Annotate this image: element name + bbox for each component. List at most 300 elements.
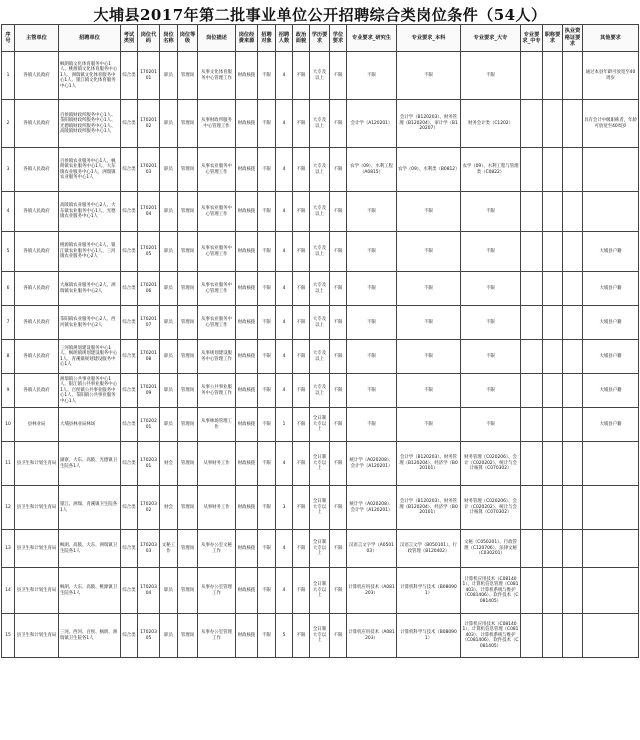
table-cell: 大埔县户籍 bbox=[583, 408, 639, 442]
table-cell: 综合类 bbox=[121, 568, 138, 614]
table-cell: 不限 bbox=[258, 530, 276, 568]
table-cell bbox=[583, 486, 639, 530]
table-cell: 不限 bbox=[347, 192, 397, 232]
table-cell bbox=[583, 568, 639, 614]
table-cell: 6 bbox=[2, 272, 15, 306]
table-cell bbox=[563, 306, 583, 340]
table-cell bbox=[563, 374, 583, 408]
table-cell: 不限 bbox=[258, 306, 276, 340]
table-cell: 大埔县户籍 bbox=[583, 232, 639, 272]
table-cell: 财政核拨 bbox=[236, 530, 258, 568]
table-cell: 不限 bbox=[347, 232, 397, 272]
table-cell: 全日制大专以上 bbox=[310, 568, 330, 614]
table-cell: 全日制大专以上 bbox=[310, 530, 330, 568]
table-cell: 计算机应用技术（C081401）、计算机信息管理（C081403）、计算机系统与维护（C081406）、软件技术（C081405） bbox=[461, 614, 521, 658]
table-cell bbox=[563, 192, 583, 232]
table-cell bbox=[563, 614, 583, 658]
table-cell: 不限 bbox=[461, 52, 521, 100]
header-cell: 招聘单位 bbox=[59, 25, 121, 52]
table-cell: 不限 bbox=[397, 52, 461, 100]
table-cell: 从事农业服务中心管理工作 bbox=[198, 272, 236, 306]
table-cell: 不限 bbox=[347, 340, 397, 374]
table-cell: 7 bbox=[2, 306, 15, 340]
table-cell: 管理岗 bbox=[178, 614, 198, 658]
table-cell: 4 bbox=[276, 232, 293, 272]
table-cell: 财政核拨 bbox=[236, 568, 258, 614]
table-cell: 职员 bbox=[160, 340, 178, 374]
table-cell bbox=[583, 192, 639, 232]
table-cell: 文秘工作 bbox=[160, 530, 178, 568]
table-cell: 全日制大专以上 bbox=[310, 614, 330, 658]
table-cell: 大专及以上 bbox=[310, 52, 330, 100]
table-cell: 银江、洲瑞、青溪镇卫生院各1人 bbox=[59, 486, 121, 530]
table-cell: 不限 bbox=[461, 306, 521, 340]
table-cell: 管理岗 bbox=[178, 100, 198, 148]
table-cell: 8 bbox=[2, 340, 15, 374]
table-cell: 不限 bbox=[397, 374, 461, 408]
table-cell: 县卫生和计划生育局 bbox=[15, 442, 59, 486]
table-cell: 5 bbox=[2, 232, 15, 272]
table-row bbox=[2, 340, 639, 374]
table-cell: 4 bbox=[2, 192, 15, 232]
table-cell: 不限 bbox=[258, 408, 276, 442]
table-cell: 不限 bbox=[347, 272, 397, 306]
header-cell: 招聘对象 bbox=[258, 25, 276, 52]
table-cell bbox=[563, 232, 583, 272]
table-cell: 财务会计类（C1202） bbox=[461, 100, 521, 148]
table-cell bbox=[563, 100, 583, 148]
table-cell: 综合类 bbox=[121, 614, 138, 658]
table-cell: 4 bbox=[276, 306, 293, 340]
table-cell: 不限 bbox=[293, 408, 310, 442]
table-cell: 17020103 bbox=[138, 148, 160, 192]
table-cell: 不限 bbox=[330, 148, 347, 192]
table-cell: 不限 bbox=[258, 614, 276, 658]
table-cell: 综合类 bbox=[121, 100, 138, 148]
table-cell: 各镇人民政府 bbox=[15, 52, 59, 100]
table-cell: 大埔县林业局林场 bbox=[59, 408, 121, 442]
table-cell: 不限 bbox=[347, 374, 397, 408]
table-cell: 财政核拨 bbox=[236, 272, 258, 306]
table-cell: 大专及以上 bbox=[310, 340, 330, 374]
header-cell: 专业要求_中专 bbox=[521, 25, 543, 52]
table-cell: 17020106 bbox=[138, 272, 160, 306]
table-cell: 4 bbox=[276, 530, 293, 568]
table-cell: 管理岗 bbox=[178, 232, 198, 272]
table-cell: 三河镇规划建设服务中心1人、枫朗镇规划建设服务中心1人、青溪镇规划建设服务中心1人 bbox=[59, 340, 121, 374]
table-cell bbox=[521, 408, 543, 442]
header-cell: 岗位名称 bbox=[160, 25, 178, 52]
table-cell: 3 bbox=[276, 486, 293, 530]
table-cell: 从事林场管理工作 bbox=[198, 408, 236, 442]
table-cell bbox=[563, 148, 583, 192]
table-cell: 4 bbox=[276, 340, 293, 374]
table-cell: 不限 bbox=[347, 408, 397, 442]
table-cell bbox=[521, 52, 543, 100]
table-cell: 从事农业服务中心管理工作 bbox=[198, 192, 236, 232]
table-cell: 不限 bbox=[330, 614, 347, 658]
table-cell: 县卫生和计划生育局 bbox=[15, 486, 59, 530]
table-cell: 10 bbox=[2, 408, 15, 442]
table-cell: 县卫生和计划生育局 bbox=[15, 614, 59, 658]
table-row bbox=[2, 442, 639, 486]
table-row bbox=[2, 148, 639, 192]
table-cell: 不限 bbox=[397, 272, 461, 306]
table-cell: 不限 bbox=[293, 442, 310, 486]
table-cell: 全日制大专以上 bbox=[310, 408, 330, 442]
table-cell bbox=[521, 306, 543, 340]
table-cell: 职员 bbox=[160, 52, 178, 100]
table-cell bbox=[543, 52, 563, 100]
table-cell bbox=[543, 530, 563, 568]
table-cell: 不限 bbox=[461, 408, 521, 442]
table-row bbox=[2, 374, 639, 408]
header-cell: 政治面貌 bbox=[293, 25, 310, 52]
table-cell bbox=[543, 148, 563, 192]
table-cell: 17020108 bbox=[138, 340, 160, 374]
table-cell bbox=[563, 408, 583, 442]
table-cell: 财政核拨 bbox=[236, 408, 258, 442]
table-cell: 不限 bbox=[258, 192, 276, 232]
table-cell bbox=[543, 614, 563, 658]
table-cell: 11 bbox=[2, 442, 15, 486]
table-cell: 会计学（B120203）、财务管理（B120204）、经济学（B020101） bbox=[397, 486, 461, 530]
table-cell: 从事办公室管理工作 bbox=[198, 568, 236, 614]
table-cell: 职员 bbox=[160, 232, 178, 272]
table-cell: 2 bbox=[2, 100, 15, 148]
table-cell bbox=[543, 374, 563, 408]
table-cell: 17020109 bbox=[138, 374, 160, 408]
table-cell: 不限 bbox=[293, 232, 310, 272]
table-cell: 1 bbox=[276, 408, 293, 442]
table-cell: 百侯镇农业服务中心1人、枫朗镇农业服务中心1人、大东镇农业服务中心1人、洲瑞镇农业服务中心1人 bbox=[59, 148, 121, 192]
table-cell: 高陂镇农业服务中心2人、大东镇农业服务中心1人、光德镇农业服务中心1人 bbox=[59, 192, 121, 232]
table-cell bbox=[521, 486, 543, 530]
header-cell: 序号 bbox=[2, 25, 15, 52]
table-cell: 4 bbox=[276, 148, 293, 192]
table-cell: 12 bbox=[2, 486, 15, 530]
table-cell: 不限 bbox=[330, 568, 347, 614]
header-row bbox=[2, 25, 639, 52]
table-cell bbox=[543, 192, 563, 232]
table-cell: 17020303 bbox=[138, 530, 160, 568]
table-cell: 文秘（C050201）、行政管理（C120706）、法律文秘（C030201） bbox=[461, 530, 521, 568]
table-row bbox=[2, 232, 639, 272]
table-cell: 汉语言文学（B050101）、行政管理（B120402） bbox=[397, 530, 461, 568]
table-cell: 农学（09）、水利类（B0812） bbox=[397, 148, 461, 192]
table-cell bbox=[521, 530, 543, 568]
table-row bbox=[2, 52, 639, 100]
table-cell: 不限 bbox=[330, 374, 347, 408]
table-cell: 大专及以上 bbox=[310, 306, 330, 340]
table-cell: 湖寮、大东、高陂、光德镇卫生院各1人 bbox=[59, 442, 121, 486]
table-cell: 3 bbox=[2, 148, 15, 192]
table-cell: 农学（09）、水利工程与管理类（C0822） bbox=[461, 148, 521, 192]
table-cell: 综合类 bbox=[121, 340, 138, 374]
document-title: 大埔县2017年第二批事业单位公开招聘综合类岗位条件（54人） bbox=[93, 6, 547, 24]
table-cell: 17020305 bbox=[138, 614, 160, 658]
table-cell bbox=[563, 52, 583, 100]
table-cell: 不限 bbox=[397, 408, 461, 442]
table-cell: 会计学（A120201） bbox=[347, 100, 397, 148]
table-cell: 三河、西河、百侯、枫朗、洲瑞镇卫生院各1人 bbox=[59, 614, 121, 658]
table-cell: 4 bbox=[276, 100, 293, 148]
table-cell: 大埔县户籍 bbox=[583, 272, 639, 306]
table-cell: 具有会计中级职称者，年龄可放宽至40周岁 bbox=[583, 100, 639, 148]
table-cell: 不限 bbox=[293, 374, 310, 408]
table-cell bbox=[543, 442, 563, 486]
table-cell: 综合类 bbox=[121, 530, 138, 568]
table-row bbox=[2, 530, 639, 568]
table-cell bbox=[521, 100, 543, 148]
header-cell: 岗位经费来源 bbox=[236, 25, 258, 52]
table-cell: 从事办公室管理工作 bbox=[198, 614, 236, 658]
table-cell: 通过本县年龄可放宽至40周岁 bbox=[583, 52, 639, 100]
table-row bbox=[2, 408, 639, 442]
table-cell: 财务管理（C020206）、会计（C020202）、统计与会计核算（C070302） bbox=[461, 442, 521, 486]
table-cell: 管理岗 bbox=[178, 568, 198, 614]
table-cell bbox=[543, 408, 563, 442]
table-cell: 财政核拨 bbox=[236, 340, 258, 374]
table-cell: 茶阳镇农业服务中心2人、西河镇农业服务中心2人 bbox=[59, 306, 121, 340]
table-cell: 4 bbox=[276, 442, 293, 486]
table-cell: 枫朗、大东、高陂、桃源镇卫生院各1人 bbox=[59, 568, 121, 614]
table-cell: 不限 bbox=[258, 568, 276, 614]
table-cell: 不限 bbox=[293, 52, 310, 100]
table-cell: 15 bbox=[2, 614, 15, 658]
table-cell: 不限 bbox=[397, 340, 461, 374]
table-cell: 全日制大专以上 bbox=[310, 442, 330, 486]
table-cell bbox=[521, 442, 543, 486]
table-row bbox=[2, 192, 639, 232]
table-cell: 大专及以上 bbox=[310, 148, 330, 192]
table-cell: 不限 bbox=[330, 306, 347, 340]
table-cell bbox=[543, 232, 563, 272]
table-cell bbox=[521, 340, 543, 374]
table-cell: 洲瑞镇公共事业服务中心1人、银江镇公共事业服务中心1人、百侯镇公共事业服务中心1人、茶阳镇公共事业服务中心1人 bbox=[59, 374, 121, 408]
table-cell bbox=[563, 272, 583, 306]
header-cell: 其他要求 bbox=[583, 25, 639, 52]
table-cell: 不限 bbox=[258, 442, 276, 486]
table-cell: 财务管理（C020206）、会计（C020202）、统计与会计核算（C070302） bbox=[461, 486, 521, 530]
table-cell: 大麻镇农业服务中心2人、洲瑞镇农业服务中心2人 bbox=[59, 272, 121, 306]
table-cell: 17020304 bbox=[138, 568, 160, 614]
table-cell: 17020302 bbox=[138, 486, 160, 530]
table-cell: 不限 bbox=[461, 340, 521, 374]
header-cell: 学历要求 bbox=[310, 25, 330, 52]
table-cell: 计算机应用技术（A081203） bbox=[347, 568, 397, 614]
table-cell: 综合类 bbox=[121, 442, 138, 486]
table-cell bbox=[563, 568, 583, 614]
table-cell: 职员 bbox=[160, 408, 178, 442]
table-cell: 职员 bbox=[160, 148, 178, 192]
table-cell: 县林业局 bbox=[15, 408, 59, 442]
table-cell: 4 bbox=[276, 272, 293, 306]
table-cell bbox=[563, 486, 583, 530]
table-cell: 职员 bbox=[160, 100, 178, 148]
table-cell: 财政核拨 bbox=[236, 306, 258, 340]
table-cell: 统计学（A020208）、会计学（A120201） bbox=[347, 442, 397, 486]
table-row bbox=[2, 306, 639, 340]
table-cell: 从事规划建设服务中心管理工作 bbox=[198, 340, 236, 374]
table-cell: 职员 bbox=[160, 272, 178, 306]
table-cell: 不限 bbox=[293, 486, 310, 530]
header-cell: 学位要求 bbox=[330, 25, 347, 52]
header-cell: 岗位代码 bbox=[138, 25, 160, 52]
table-cell: 枫朗、高陂、大东、洲瑞镇卫生院各1人 bbox=[59, 530, 121, 568]
table-cell: 会计学（B120203）、财务管理（B120204）、经济学（B020101） bbox=[397, 442, 461, 486]
table-cell: 管理岗 bbox=[178, 408, 198, 442]
table-cell bbox=[543, 340, 563, 374]
table-cell: 17020102 bbox=[138, 100, 160, 148]
table-cell: 管理岗 bbox=[178, 486, 198, 530]
table-cell: 管理岗 bbox=[178, 192, 198, 232]
table-cell: 大埔县户籍 bbox=[583, 374, 639, 408]
table-cell bbox=[583, 442, 639, 486]
table-cell: 1 bbox=[2, 52, 15, 100]
table-cell bbox=[521, 192, 543, 232]
positions-table bbox=[1, 24, 639, 658]
table-cell: 职员 bbox=[160, 192, 178, 232]
table-cell bbox=[543, 100, 563, 148]
header-cell: 专业要求_研究生 bbox=[347, 25, 397, 52]
table-cell: 不限 bbox=[258, 374, 276, 408]
table-cell bbox=[563, 340, 583, 374]
table-cell: 不限 bbox=[330, 192, 347, 232]
table-cell: 县卫生和计划生育局 bbox=[15, 530, 59, 568]
table-cell: 综合类 bbox=[121, 374, 138, 408]
table-cell: 从事办公室文秘工作 bbox=[198, 530, 236, 568]
table-cell: 不限 bbox=[293, 306, 310, 340]
table-cell: 不限 bbox=[330, 408, 347, 442]
table-cell bbox=[521, 272, 543, 306]
table-cell: 职员 bbox=[160, 614, 178, 658]
table-row bbox=[2, 272, 639, 306]
table-cell: 管理岗 bbox=[178, 340, 198, 374]
table-row bbox=[2, 100, 639, 148]
table-cell: 不限 bbox=[397, 192, 461, 232]
table-cell: 综合类 bbox=[121, 148, 138, 192]
table-cell: 职员 bbox=[160, 568, 178, 614]
table-cell: 从事财政所服务中心管理工作 bbox=[198, 100, 236, 148]
table-cell: 14 bbox=[2, 568, 15, 614]
table-cell: 不限 bbox=[397, 306, 461, 340]
header-cell: 执业资格证要求 bbox=[563, 25, 583, 52]
table-cell: 综合类 bbox=[121, 306, 138, 340]
table-cell: 4 bbox=[276, 374, 293, 408]
table-cell: 综合类 bbox=[121, 232, 138, 272]
table-cell bbox=[543, 272, 563, 306]
table-cell: 不限 bbox=[330, 52, 347, 100]
table-cell: 从事农业服务中心管理工作 bbox=[198, 232, 236, 272]
table-cell: 管理岗 bbox=[178, 374, 198, 408]
table-cell: 大专及以上 bbox=[310, 192, 330, 232]
table-cell: 不限 bbox=[258, 232, 276, 272]
header-cell: 职称要求 bbox=[543, 25, 563, 52]
table-cell: 统计学（A020208）、会计学（A120201） bbox=[347, 486, 397, 530]
table-cell: 财政核拨 bbox=[236, 148, 258, 192]
table-cell: 全日制大专以上 bbox=[310, 486, 330, 530]
header-cell: 专业要求_本科 bbox=[397, 25, 461, 52]
table-cell: 各镇人民政府 bbox=[15, 192, 59, 232]
table-cell: 不限 bbox=[293, 568, 310, 614]
table-cell: 县卫生和计划生育局 bbox=[15, 568, 59, 614]
table-cell: 管理岗 bbox=[178, 530, 198, 568]
table-body bbox=[2, 52, 639, 658]
table-cell bbox=[543, 568, 563, 614]
table-cell bbox=[583, 530, 639, 568]
table-row bbox=[2, 486, 639, 530]
table-cell: 不限 bbox=[461, 374, 521, 408]
table-cell: 综合类 bbox=[121, 272, 138, 306]
table-cell bbox=[543, 306, 563, 340]
table-cell: 不限 bbox=[461, 192, 521, 232]
table-cell: 13 bbox=[2, 530, 15, 568]
table-cell: 会计学（B120203）、财务管理（B120204）、审计学（B120207） bbox=[397, 100, 461, 148]
table-cell: 计算机科学与技术（B080901） bbox=[397, 614, 461, 658]
table-cell: 从事公共事业服务中心管理工作 bbox=[198, 374, 236, 408]
table-cell: 从事文化体育服务中心管理工作 bbox=[198, 52, 236, 100]
table-cell: 财政核拨 bbox=[236, 442, 258, 486]
table-cell: 不限 bbox=[293, 192, 310, 232]
table-cell: 职员 bbox=[160, 374, 178, 408]
table-cell: 财政核拨 bbox=[236, 486, 258, 530]
table-cell: 财政核拨 bbox=[236, 374, 258, 408]
table-cell: 枫朗镇文化体育服务中心1人、桃源镇文化体育服务中心1人、洲瑞镇文化体育服务中心1人、银江镇文化体育服务中心1人 bbox=[59, 52, 121, 100]
table-cell: 不限 bbox=[330, 272, 347, 306]
table-cell bbox=[583, 148, 639, 192]
table-cell: 不限 bbox=[293, 272, 310, 306]
table-cell: 财政核拨 bbox=[236, 192, 258, 232]
table-cell: 综合类 bbox=[121, 486, 138, 530]
table-cell: 管理岗 bbox=[178, 272, 198, 306]
table-cell bbox=[521, 232, 543, 272]
table-cell: 不限 bbox=[330, 442, 347, 486]
table-cell: 不限 bbox=[258, 272, 276, 306]
table-cell: 综合类 bbox=[121, 408, 138, 442]
table-cell: 不限 bbox=[347, 306, 397, 340]
table-cell: 4 bbox=[276, 52, 293, 100]
table-cell: 从事财务工作 bbox=[198, 486, 236, 530]
table-cell: 不限 bbox=[330, 100, 347, 148]
table-cell: 财政核拨 bbox=[236, 100, 258, 148]
table-cell: 各镇人民政府 bbox=[15, 100, 59, 148]
table-cell: 不限 bbox=[258, 100, 276, 148]
table-cell: 17020301 bbox=[138, 442, 160, 486]
table-cell: 不限 bbox=[258, 486, 276, 530]
table-cell: 大专及以上 bbox=[310, 232, 330, 272]
table-cell bbox=[583, 614, 639, 658]
table-cell: 汉语言文字学（A050103） bbox=[347, 530, 397, 568]
table-cell: 不限 bbox=[293, 100, 310, 148]
table-cell: 财政核拨 bbox=[236, 232, 258, 272]
table-cell: 不限 bbox=[330, 232, 347, 272]
table-cell: 计算机科学与技术（B080901） bbox=[397, 568, 461, 614]
table-cell: 从事农业服务中心管理工作 bbox=[198, 148, 236, 192]
table-row bbox=[2, 568, 639, 614]
table-cell: 17020105 bbox=[138, 232, 160, 272]
table-cell: 百侯镇财政所服务中心1人、茶阳镇财政所服务中心1人、光德镇财政所服务中心1人、高陂镇财政所服务中心1人 bbox=[59, 100, 121, 148]
table-cell: 各镇人民政府 bbox=[15, 232, 59, 272]
table-cell: 9 bbox=[2, 374, 15, 408]
table-cell: 管理岗 bbox=[178, 52, 198, 100]
table-cell: 财政核拨 bbox=[236, 52, 258, 100]
table-cell: 桃源镇农业服务中心1人、银江镇农业服务中心1人、三河镇农业服务中心2人 bbox=[59, 232, 121, 272]
table-cell: 财政核拨 bbox=[236, 614, 258, 658]
table-cell: 综合类 bbox=[121, 52, 138, 100]
header-cell: 主管单位 bbox=[15, 25, 59, 52]
header-cell: 岗位等级 bbox=[178, 25, 198, 52]
